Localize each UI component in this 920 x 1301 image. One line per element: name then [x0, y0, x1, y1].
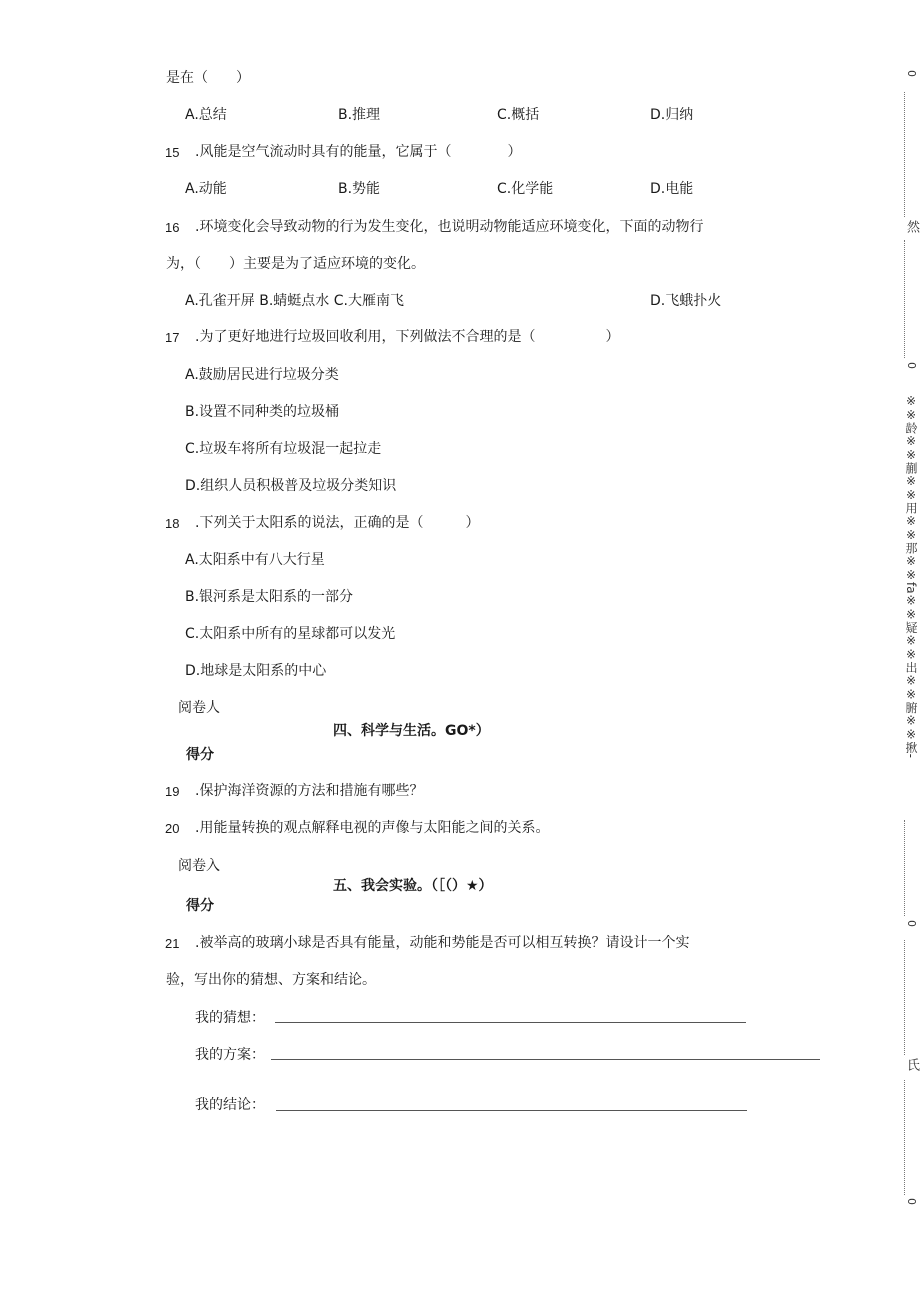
- q14-option-b: B.推理: [338, 107, 381, 123]
- q20-number: 20: [165, 821, 180, 836]
- conclusion-answer-line[interactable]: [276, 1110, 747, 1111]
- q17-option-d: D.组织人员积极普及垃圾分类知识: [185, 478, 397, 494]
- q17-option-b: B.设置不同种类的垃圾桶: [185, 404, 340, 420]
- margin-mark-mid: 0: [905, 362, 918, 369]
- q18-option-a: A.太阳系中有八大行星: [185, 552, 325, 568]
- conclusion-label: 我的结论：: [195, 1097, 265, 1113]
- section5-reviewer-label: 阅卷入: [178, 858, 220, 874]
- q14-option-c: C.概括: [497, 107, 540, 123]
- q16-options-abc: A.孔雀开屏 B.蜻蜓点水 C.大雁南飞: [185, 293, 404, 309]
- margin-mark-2: 氏: [904, 1058, 919, 1071]
- q21-number: 21: [165, 936, 180, 951]
- q19-stem: .保护海洋资源的方法和措施有哪些？: [195, 783, 424, 799]
- q18-option-c: C.太阳系中所有的星球都可以发光: [185, 626, 396, 642]
- margin-mark-low: 0: [905, 920, 918, 927]
- plan-label: 我的方案：: [195, 1047, 265, 1063]
- margin-mark-bottom: 0: [905, 1198, 918, 1205]
- q14-option-d: D.归纳: [650, 107, 694, 123]
- q16-number: 16: [165, 220, 180, 235]
- q18-option-b: B.银河系是太阳系的一部分: [185, 589, 354, 605]
- q14-stem-tail: 是在（ ）: [166, 70, 250, 86]
- q16-option-d: D.飞蛾扑火: [650, 293, 722, 309]
- plan-answer-line[interactable]: [271, 1059, 820, 1060]
- q16-stem-line2: 为，（ ）主要是为了适应环境的变化。: [166, 256, 425, 272]
- q18-number: 18: [165, 516, 180, 531]
- margin-dotted-line-2: [904, 240, 913, 358]
- q16-stem-line1: .环境变化会导致动物的行为发生变化，也说明动物能适应环境变化，下面的动物行: [195, 219, 704, 235]
- section5-score-label: 得分: [186, 898, 214, 914]
- q14-option-a: A.总结: [185, 107, 227, 123]
- margin-dotted-line-5: [904, 1080, 913, 1195]
- margin-dotted-line-1: [904, 92, 913, 217]
- q15-number: 15: [165, 145, 180, 160]
- guess-answer-line[interactable]: [275, 1022, 746, 1023]
- q17-option-a: A.鼓励居民进行垃圾分类: [185, 367, 339, 383]
- q19-number: 19: [165, 784, 180, 799]
- margin-dotted-line-3: [904, 820, 913, 916]
- margin-mark-top: 0: [905, 70, 918, 77]
- q17-stem: .为了更好地进行垃圾回收利用，下列做法不合理的是（ ）: [195, 329, 620, 345]
- section4-title: 四、科学与生活。GO*）: [333, 723, 490, 739]
- q21-stem-line2: 验，写出你的猜想、方案和结论。: [166, 972, 376, 988]
- q21-stem-line1: .被举高的玻璃小球是否具有能量，动能和势能是否可以相互转换？请设计一个实: [195, 935, 690, 951]
- q20-stem: .用能量转换的观点解释电视的声像与太阳能之间的关系。: [195, 820, 550, 836]
- q18-stem: .下列关于太阳系的说法，正确的是（ ）: [195, 515, 480, 531]
- q17-option-c: C.垃圾车将所有垃圾混一起拉走: [185, 441, 382, 457]
- q15-stem: .风能是空气流动时具有的能量，它属于（ ）: [195, 144, 522, 160]
- margin-mark-1: 然: [904, 220, 919, 233]
- margin-garbled-text: ※※龄※※蒯※※用※※那※※fa※※疑※※出※※腑※※揪-: [904, 394, 918, 758]
- q15-option-b: B.势能: [338, 181, 381, 197]
- q15-option-a: A.动能: [185, 181, 227, 197]
- section5-title: 五、我会实验。（［（）★）: [333, 878, 493, 894]
- q17-number: 17: [165, 330, 180, 345]
- q15-option-c: C.化学能: [497, 181, 554, 197]
- section4-reviewer-label: 阅卷人: [178, 700, 220, 716]
- section4-score-label: 得分: [186, 747, 214, 763]
- q18-option-d: D.地球是太阳系的中心: [185, 663, 327, 679]
- q15-option-d: D.电能: [650, 181, 694, 197]
- margin-dotted-line-4: [904, 940, 913, 1055]
- guess-label: 我的猜想：: [195, 1010, 265, 1026]
